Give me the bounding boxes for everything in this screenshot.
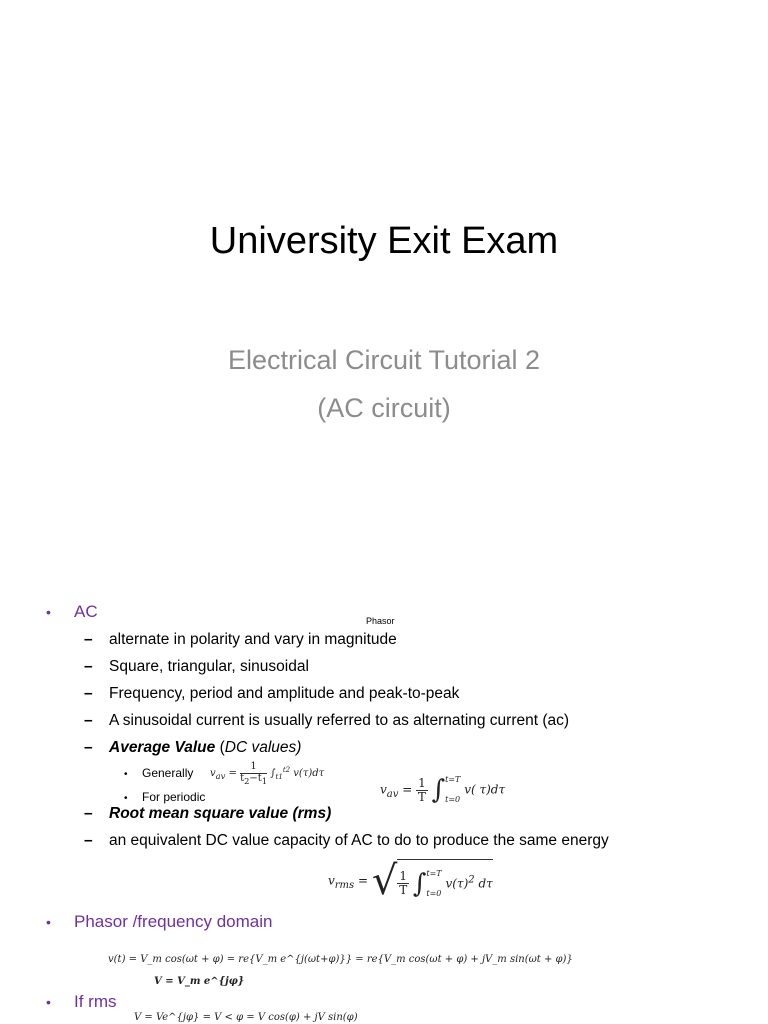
vav-general-formula: $v_{av}$ = $\frac{1}{t_2-t_1}$ $\int_{t1}^{t2}$ v(τ)dτ xyxy=(210,761,325,786)
list-item: – Frequency, period and amplitude and peak-to-peak xyxy=(84,685,460,702)
list-item: • Generally xyxy=(124,766,194,780)
subtitle-line-1: Electrical Circuit Tutorial 2 xyxy=(227,345,541,375)
bullet-dot-icon: • xyxy=(46,994,51,1010)
vrms-formula: $v_{rms}$ = √ $\frac{1}{T}$ ∫ t=T t=0 $v(\tau)^2$ dτ xyxy=(328,858,493,904)
list-item: – A sinusoidal current is usually referred to as alternating current (ac) xyxy=(84,712,570,729)
list-item: – alternate in polarity and vary in magnitude xyxy=(84,631,397,648)
average-value-item: – Average Value (DC values) xyxy=(84,739,302,756)
bullet-ac: • AC xyxy=(46,602,98,621)
vav-periodic-formula: $v_{av}$ = $\frac{1}{T}$ ∫ t=T t=0 v( τ)dτ xyxy=(380,775,506,805)
phasor-rms-formula: V = Ve^{jφ} = V < φ = V cos(φ) + jV sin(φ) xyxy=(134,1012,358,1023)
rms-list xyxy=(84,802,724,856)
bullet-if-rms: • If rms xyxy=(46,992,117,1011)
list-item: • For periodic xyxy=(124,790,206,804)
phasor-v-formula: V = V_m e^{jφ} xyxy=(154,976,245,987)
phasor-time-formula: v(t) = V_m cos(ωt + φ) = re{V_m e^{j(ωt+φ)}} = re{V_m cos(ωt + φ) + jV_m sin(ωt + φ)} xyxy=(108,954,573,965)
bullet-phasor: • Phasor /frequency domain xyxy=(46,912,273,931)
content-slide xyxy=(0,576,768,1024)
bullet-dot-icon: • xyxy=(46,914,51,930)
list-item: – Square, triangular, sinusoidal xyxy=(84,658,309,675)
rms-item: – Root mean square value (rms) xyxy=(84,805,332,822)
list-item: – an equivalent DC value capacity of AC to do to produce the same energy xyxy=(84,832,609,849)
ac-detail-list xyxy=(84,628,724,763)
slide-title: University Exit Exam xyxy=(209,220,559,262)
phasor-small-label: Phasor xyxy=(366,616,395,626)
subtitle-line-2: (AC circuit) xyxy=(317,393,451,423)
slide-subtitle xyxy=(0,336,768,432)
bullet-dot-icon: • xyxy=(46,604,51,620)
